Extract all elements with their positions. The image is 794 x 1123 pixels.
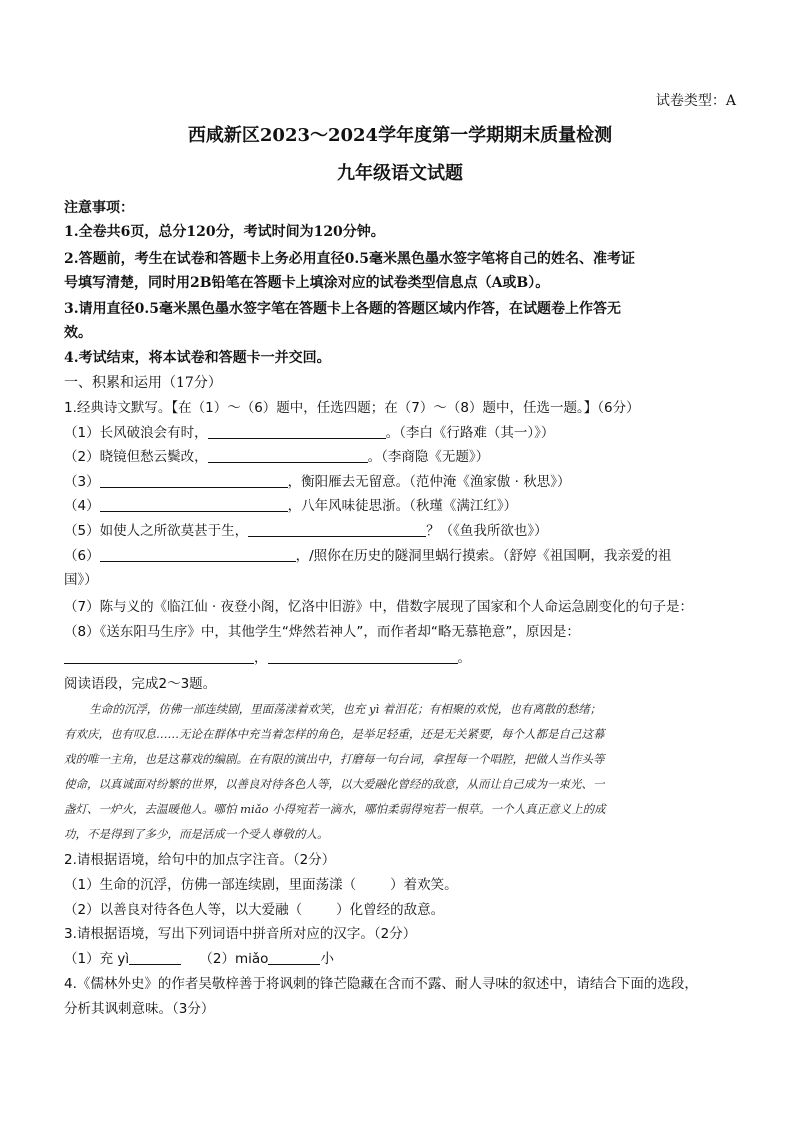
notice-item: 3.请用直径0.5毫米黑色墨水签字笔在答题卡上各题的答题区域内作答，在试题卷上作答无 xyxy=(64,301,621,317)
q2-item-2 xyxy=(64,900,736,920)
q1-item-5-suffix: ？（《鱼我所欲也》） xyxy=(426,523,548,539)
q1-item-6 xyxy=(64,546,736,566)
notice-item: 1.全卷共6页，总分120分，考试时间为120分钟。 xyxy=(64,224,385,240)
q1-item-1-prefix: （1）长风破浪会有时， xyxy=(64,425,208,441)
q1-item-2 xyxy=(64,447,736,467)
question-2-stem: 2.请根据语境，给句中的加点字注音。（2分） xyxy=(64,852,336,868)
q3-item-1: （1）充 yì xyxy=(64,951,130,967)
passage-line: 生命的沉浮，仿佛一部连续剧，里面荡漾着欢笑，也充 yì 着泪花；有相聚的欢悦，也有离散的愁绪； xyxy=(89,702,602,716)
q2-item-1-prefix: （1）生命的沉浮，仿佛一部连续剧，里面荡漾（ xyxy=(64,877,357,893)
passage-line: 使命，以真诚面对纷繁的世界，以善良对待各色人等，以大爱融化曾经的敌意，从而让自己成为一束光、一 xyxy=(64,777,605,791)
q1-item-3-suffix: ，衡阳雁去无留意。（范仲淹《渔家傲 · 秋思》） xyxy=(287,474,571,490)
q1-item-6-cont: 国》） xyxy=(64,572,98,588)
q1-item-2-suffix: 。（李商隐《无题》） xyxy=(367,449,490,465)
answer-blank[interactable] xyxy=(208,448,368,463)
paper-type: 试卷类型：A xyxy=(655,93,736,109)
q1-item-8-end: 。 xyxy=(457,650,471,666)
answer-blank[interactable] xyxy=(248,522,426,537)
q1-item-8-blanks xyxy=(64,648,736,668)
section-heading: 一、积累和运用（17分） xyxy=(64,375,222,391)
answer-blank[interactable] xyxy=(100,473,288,488)
q2-item-1-suffix: ）着欢笑。 xyxy=(390,877,458,893)
passage-line: 功，不是得到了多少，而是活成一个受人尊敬的人。 xyxy=(64,827,329,841)
q1-item-2-prefix: （2）晓镜但愁云鬓改， xyxy=(64,449,208,465)
q1-item-1 xyxy=(64,423,736,443)
passage-line: 盏灯、一炉火，去温暖他人。哪怕 miǎo 小得宛若一滴水，哪怕柔弱得宛若一根草。一个人真正意义上的成 xyxy=(64,802,606,816)
q1-item-4 xyxy=(64,496,736,516)
q1-item-3 xyxy=(64,472,736,492)
question-3-stem: 3.请根据语境，写出下列词语中拼音所对应的汉字。（2分） xyxy=(64,926,417,942)
q1-item-3-prefix: （3） xyxy=(64,474,100,490)
page-subtitle: 九年级语文试题 xyxy=(337,163,463,184)
question-1-stem: 1.经典诗文默写。【在（1）～（6）题中，任选四题；在（7）～（8）题中，任选一题。】（6分） xyxy=(64,400,640,416)
q2-item-2-prefix: （2）以善良对待各色人等，以大爱融（ xyxy=(64,902,303,918)
q1-item-4-suffix: ，八年风味徒思浙。（秋瑾《满江红》） xyxy=(287,498,518,514)
question-4-stem: 4.《儒林外史》的作者吴敬梓善于将讽刺的锋芒隐藏在含而不露、耐人寻味的叙述中，请结合下面的选段， xyxy=(64,976,698,992)
q1-item-7: （7）陈与义的《临江仙 · 夜登小阁，忆洛中旧游》中，借数字展现了国家和个人命运急剧变化的句子是： xyxy=(64,599,693,615)
answer-blank[interactable] xyxy=(268,649,458,664)
answer-blank[interactable] xyxy=(208,424,386,439)
q3-items xyxy=(64,949,736,969)
answer-blank[interactable] xyxy=(268,950,320,965)
notice-item: 4.考试结束，将本试卷和答题卡一并交回。 xyxy=(64,350,331,366)
notice-item: 2.答题前，考生在试卷和答题卡上务必用直径0.5毫米黑色墨水签字笔将自己的姓名、准考证 xyxy=(64,251,635,267)
passage-line: 戏的唯一主角，也是这幕戏的编剧。在有限的演出中，打磨每一句台词，拿捏每一个唱腔，把做人当作头等 xyxy=(64,752,605,766)
q1-item-6-suffix: ，/照你在历史的隧洞里蜗行摸索。（舒婷《祖国啊，我亲爱的祖 xyxy=(295,548,672,564)
notice-item: 号填写清楚，同时用2B铅笔在答题卡上填涂对应的试卷类型信息点（A或B）。 xyxy=(64,275,550,291)
q1-item-8: （8）《送东阳马生序》中，其他学生“烨然若神人”，而作者却“略无慕艳意”，原因是： xyxy=(64,624,580,640)
passage-line: 有欢庆，也有叹息……无论在群体中充当着怎样的角色，是举足轻重，还是无关紧要，每个人都是自己这幕 xyxy=(64,727,605,741)
q1-item-6-prefix: （6） xyxy=(64,548,100,564)
q3-item-2-suffix: 小 xyxy=(320,951,334,967)
answer-blank[interactable] xyxy=(129,950,181,965)
answer-blank[interactable] xyxy=(100,497,288,512)
q1-item-5 xyxy=(64,521,736,541)
q1-item-5-prefix: （5）如使人之所欲莫甚于生， xyxy=(64,523,249,539)
reading-passage xyxy=(64,697,734,847)
reading-intro: 阅读语段，完成2～3题。 xyxy=(64,676,217,692)
q2-item-2-suffix: ）化曾经的敌意。 xyxy=(336,902,445,918)
answer-blank[interactable] xyxy=(100,547,296,562)
answer-blank[interactable] xyxy=(64,649,254,664)
notice-item: 效。 xyxy=(64,325,92,341)
page-title: 西咸新区2023～2024学年度第一学期期末质量检测 xyxy=(187,125,613,146)
q3-item-2: （2）miǎo xyxy=(199,951,269,967)
question-4-stem-cont: 分析其讽刺意味。（3分） xyxy=(64,1001,215,1017)
q2-item-1 xyxy=(64,875,736,895)
q1-item-4-prefix: （4） xyxy=(64,498,100,514)
q1-item-8-sep: ， xyxy=(254,650,268,666)
q1-item-1-suffix: 。（李白《行路难（其一）》） xyxy=(385,425,555,441)
notice-heading: 注意事项： xyxy=(64,200,134,216)
